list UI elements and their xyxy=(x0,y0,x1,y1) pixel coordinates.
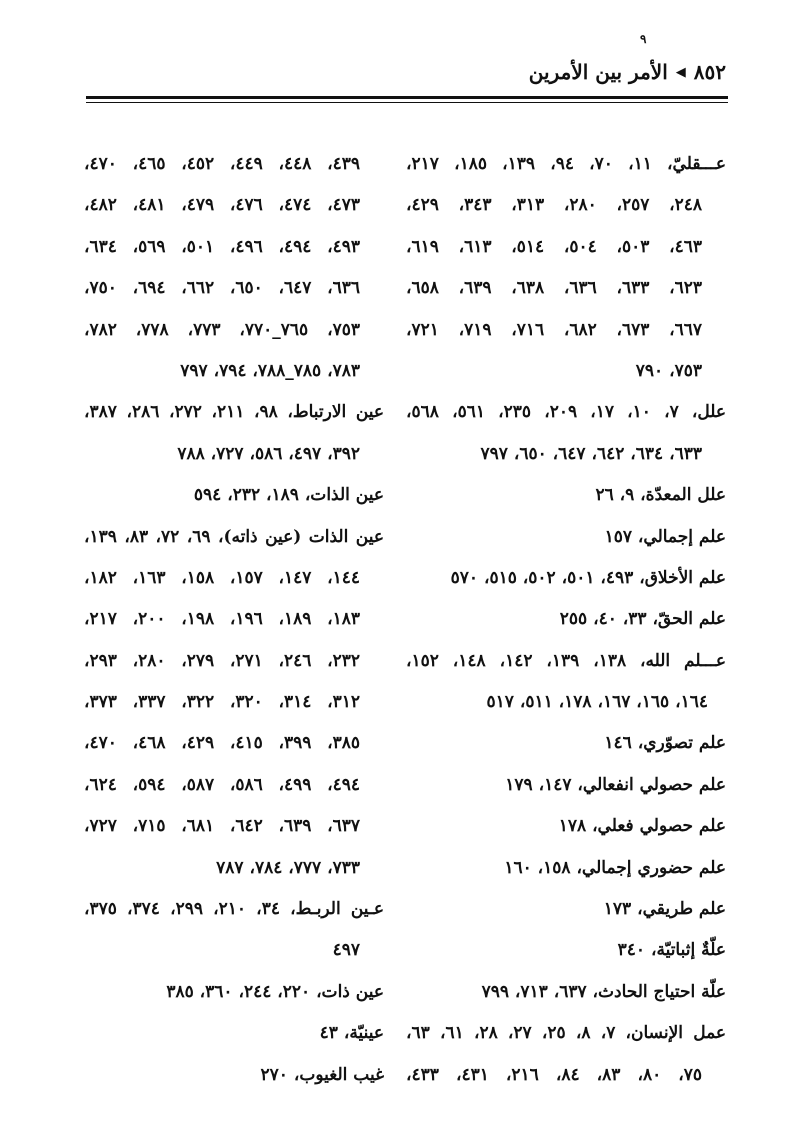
index-line: علّةٌ إثباتيّة، ٣٤٠ xyxy=(617,940,726,961)
index-line: عين الذات، ١٨٩، ٢٣٢، ٥٩٤ xyxy=(193,485,384,506)
page-number: ٨٥٢ xyxy=(693,60,726,84)
index-line: ٤٦٣، ٥٠٣، ٥٠٤، ٥١٤، ٦١٣، ٦١٩، xyxy=(406,236,703,257)
index-line: عـــقليّ، ١١، ٧٠، ٩٤، ١٣٩، ١٨٥، ٢١٧، xyxy=(406,154,726,174)
index-column-left xyxy=(84,144,384,1096)
index-line: عـــلم الله، ١٣٨، ١٣٩، ١٤٢، ١٤٨، ١٥٢، xyxy=(406,650,726,671)
index-line: ٦٢٣، ٦٣٣، ٦٣٦، ٦٣٨، ٦٣٩، ٦٥٨، xyxy=(406,278,703,299)
index-line: غيب الغيوب، ٢٧٠ xyxy=(260,1064,384,1085)
index-line: ٣٨٥، ٣٩٩، ٤١٥، ٤٢٩، ٤٦٨، ٤٧٠، xyxy=(84,733,361,754)
index-column-right xyxy=(406,144,726,1096)
index-line: علم حضوري إجمالي، ١٥٨، ١٦٠ xyxy=(504,857,726,878)
index-line: علم تصوّري، ١٤٦ xyxy=(604,733,726,754)
index-line: علّة احتياج الحادث، ٦٣٧، ٧١٣، ٧٩٩ xyxy=(481,981,726,1002)
index-line: ٤٧٣، ٤٧٤، ٤٧٦، ٤٧٩، ٤٨١، ٤٨٢، xyxy=(84,195,361,216)
index-line: علم طريقي، ١٧٣ xyxy=(603,899,726,920)
index-line: ٢٤٨، ٢٥٧، ٢٨٠، ٣١٣، ٣٤٣، ٤٢٩، xyxy=(406,195,703,216)
page-mark: ٩ xyxy=(640,32,647,46)
index-line: ٦٣٧، ٦٣٩، ٦٤٢، ٦٨١، ٧١٥، ٧٢٧، xyxy=(84,816,361,837)
index-line: ٧٣٣، ٧٧٧، ٧٨٤، ٧٨٧ xyxy=(216,857,360,878)
index-line: ١٨٣، ١٨٩، ١٩٦، ١٩٨، ٢٠٠، ٢١٧، xyxy=(84,609,361,630)
index-line: علل، ٧، ١٠، ١٧، ٢٠٩، ٢٣٥، ٥٦١، ٥٦٨، xyxy=(406,402,726,423)
index-line: ٧٥، ٨٠، ٨٣، ٨٤، ٢١٦، ٤٣١، ٤٣٣، xyxy=(406,1064,703,1085)
index-line: ٦٦٧، ٦٧٣، ٦٨٢، ٧١٦، ٧١٩، ٧٢١، xyxy=(406,319,703,340)
index-line: عين الذات (عين ذاته)، ٦٩، ٧٢، ٨٣، ١٣٩، xyxy=(84,526,384,547)
index-line: ٤٩٣، ٤٩٤، ٤٩٦، ٥٠١، ٥٦٩، ٦٣٤، xyxy=(84,236,361,257)
index-line: ٤٩٤، ٤٩٩، ٥٨٦، ٥٨٧، ٥٩٤، ٦٢٤، xyxy=(84,774,361,795)
index-line: علم حصولي فعلي، ١٧٨ xyxy=(558,816,726,837)
index-line: ٢٣٢، ٢٤٦، ٢٧١، ٢٧٩، ٢٨٠، ٢٩٣، xyxy=(84,650,361,671)
index-line: ١٦٤، ١٦٥، ١٦٧، ١٧٨، ٥١١، ٥١٧ xyxy=(486,692,708,713)
index-line: علل المعدّة، ٩، ٢٦ xyxy=(595,485,726,506)
index-line: ٧٥٣، ٧٩٠ xyxy=(635,360,702,381)
index-line: ١٤٤، ١٤٧، ١٥٧، ١٥٨، ١٦٣، ١٨٢، xyxy=(84,567,361,588)
index-line: ٤٣٩، ٤٤٨، ٤٤٩، ٤٥٢، ٤٦٥، ٤٧٠، xyxy=(84,154,361,174)
index-line: عين الارتباط، ٩٨، ٢١١، ٢٧٢، ٢٨٦، ٣٨٧، xyxy=(84,402,384,423)
index-line: علم الأخلاق، ٤٩٣، ٥٠١، ٥٠٢، ٥١٥، ٥٧٠ xyxy=(450,567,726,588)
index-line: عين ذات، ٢٢٠، ٢٤٤، ٣٦٠، ٣٨٥ xyxy=(166,981,384,1002)
index-line: ٧٨٣، ٧٨٥_٧٨٨، ٧٩٤، ٧٩٧ xyxy=(180,360,360,381)
index-line: ٦٣٣، ٦٣٤، ٦٤٢، ٦٤٧، ٦٥٠، ٧٩٧ xyxy=(480,443,702,464)
header-rule-thin xyxy=(86,102,728,103)
running-title: الأمر بين الأمرين xyxy=(528,60,668,84)
index-line: عـين الربـط، ٣٤، ٢١٠، ٢٩٩، ٣٧٤، ٣٧٥، xyxy=(84,899,384,920)
index-line: عمل الإنسان، ٧، ٨، ٢٥، ٢٧، ٢٨، ٦١، ٦٣، xyxy=(406,1023,726,1044)
index-line: ٧٥٣، ٧٦٥_٧٧٠، ٧٧٣، ٧٧٨، ٧٨٢، xyxy=(84,319,360,340)
index-line: ٣١٢، ٣١٤، ٣٢٠، ٣٢٢، ٣٣٧، ٣٧٣، xyxy=(84,692,361,713)
index-line: ٦٣٦، ٦٤٧، ٦٥٠، ٦٦٢، ٦٩٤، ٧٥٠، xyxy=(84,278,361,299)
running-header xyxy=(529,60,726,84)
index-line: علم حصولي انفعالي، ١٤٧، ١٧٩ xyxy=(505,774,726,795)
header-rule-thick xyxy=(86,96,728,99)
index-line: ٣٩٢، ٤٩٧، ٥٨٦، ٧٢٧، ٧٨٨ xyxy=(177,443,360,464)
index-line: ٤٩٧ xyxy=(332,940,360,961)
index-line: علم الحقّ، ٣٣، ٤٠، ٢٥٥ xyxy=(559,609,726,630)
index-line: علم إجمالي، ١٥٧ xyxy=(604,526,726,547)
index-line: عينيّة، ٤٣ xyxy=(319,1023,384,1044)
arrow-left-icon: ◀ xyxy=(675,64,686,80)
